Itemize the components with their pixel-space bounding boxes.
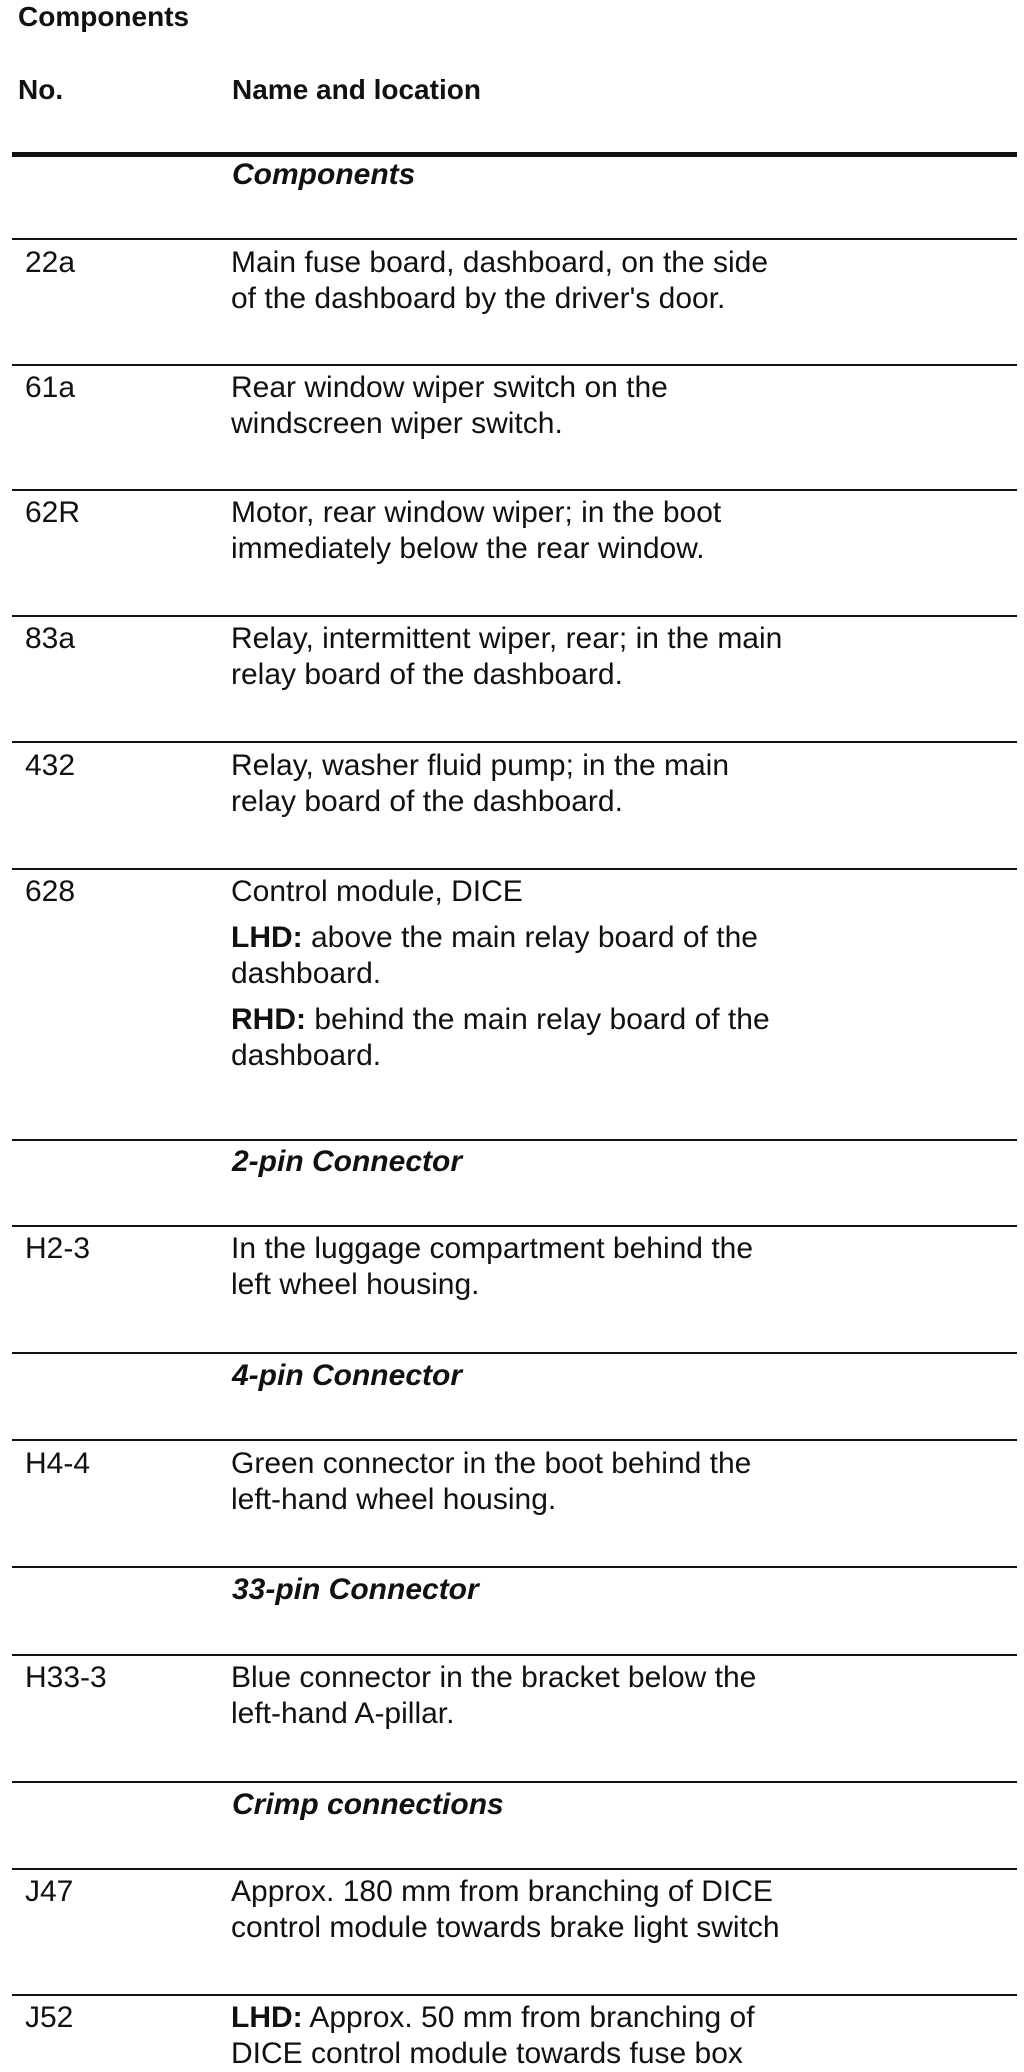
component-description xyxy=(231,1446,991,1518)
description-line: windscreen wiper switch. xyxy=(231,407,563,440)
section-title: 33-pin Connector xyxy=(232,1573,479,1606)
row-divider xyxy=(12,1139,1017,1141)
component-number: 628 xyxy=(25,875,76,908)
rhd-note xyxy=(231,1002,991,1074)
component-number: 83a xyxy=(25,622,76,655)
description-line: Approx. 50 mm from branching of xyxy=(302,2001,755,2034)
description-line: left-hand A-pillar. xyxy=(231,1697,455,1730)
section-title: Crimp connections xyxy=(232,1788,504,1821)
lhd-label: LHD: xyxy=(231,2001,303,2034)
row-divider xyxy=(12,1352,1017,1354)
component-description xyxy=(231,245,991,317)
description-line: In the luggage compartment behind the xyxy=(231,1232,754,1265)
lhd-note xyxy=(231,920,991,992)
description-line: Control module, DICE xyxy=(231,875,523,908)
component-number: H33-3 xyxy=(25,1661,107,1694)
description-line: left wheel housing. xyxy=(231,1268,480,1301)
section-title: 4-pin Connector xyxy=(232,1359,462,1392)
description-line: Approx. 180 mm from branching of DICE xyxy=(231,1875,773,1908)
row-divider xyxy=(12,1994,1017,1996)
section-title: Components xyxy=(232,158,416,191)
component-number: J47 xyxy=(25,1875,74,1908)
description-line: Motor, rear window wiper; in the boot xyxy=(231,496,722,529)
component-description xyxy=(231,1660,991,1732)
column-header-name: Name and location xyxy=(232,74,481,105)
page-title: Components xyxy=(18,1,190,32)
component-number: 432 xyxy=(25,749,76,782)
row-divider xyxy=(12,1868,1017,1870)
row-divider xyxy=(12,238,1017,240)
description-line: of the dashboard by the driver's door. xyxy=(231,282,726,315)
description-line: dashboard. xyxy=(231,957,382,990)
row-divider xyxy=(12,1439,1017,1441)
row-divider xyxy=(12,1225,1017,1227)
description-line: Blue connector in the bracket below the xyxy=(231,1661,757,1694)
component-description xyxy=(231,1231,991,1303)
description-line: behind the main relay board of the xyxy=(306,1003,770,1036)
description-line: control module towards brake light switch xyxy=(231,1911,780,1944)
component-number: J52 xyxy=(25,2001,74,2034)
component-description xyxy=(231,2000,991,2072)
row-divider xyxy=(12,489,1017,491)
description-line: dashboard. xyxy=(231,1039,382,1072)
description-line: DICE control module towards fuse box xyxy=(231,2037,743,2070)
description-line: above the main relay board of the xyxy=(302,921,758,954)
description-line: immediately below the rear window. xyxy=(231,532,705,565)
column-header-no: No. xyxy=(18,74,64,105)
component-description xyxy=(231,621,991,693)
rhd-label: RHD: xyxy=(231,1003,306,1036)
description-line: Rear window wiper switch on the xyxy=(231,371,668,404)
component-number: H4-4 xyxy=(25,1447,91,1480)
row-divider xyxy=(12,1781,1017,1783)
lhd-label: LHD: xyxy=(231,921,303,954)
component-number: 22a xyxy=(25,246,76,279)
component-description xyxy=(231,748,991,820)
row-divider xyxy=(12,364,1017,366)
header-rule xyxy=(12,152,1017,157)
description-line: relay board of the dashboard. xyxy=(231,658,623,691)
component-number: 61a xyxy=(25,371,76,404)
component-description xyxy=(231,1874,991,1946)
component-description xyxy=(231,874,991,1074)
description-line: Relay, washer fluid pump; in the main xyxy=(231,749,730,782)
component-number: H2-3 xyxy=(25,1232,91,1265)
component-number: 62R xyxy=(25,496,81,529)
component-description xyxy=(231,370,991,442)
description-line: Main fuse board, dashboard, on the side xyxy=(231,246,769,279)
component-description xyxy=(231,495,991,567)
description-line: Green connector in the boot behind the xyxy=(231,1447,752,1480)
description-line: relay board of the dashboard. xyxy=(231,785,623,818)
description-line: left-hand wheel housing. xyxy=(231,1483,557,1516)
section-title: 2-pin Connector xyxy=(232,1145,462,1178)
row-divider xyxy=(12,615,1017,617)
row-divider xyxy=(12,1566,1017,1568)
row-divider xyxy=(12,741,1017,743)
description-line: Relay, intermittent wiper, rear; in the main xyxy=(231,622,783,655)
row-divider xyxy=(12,868,1017,870)
row-divider xyxy=(12,1654,1017,1656)
